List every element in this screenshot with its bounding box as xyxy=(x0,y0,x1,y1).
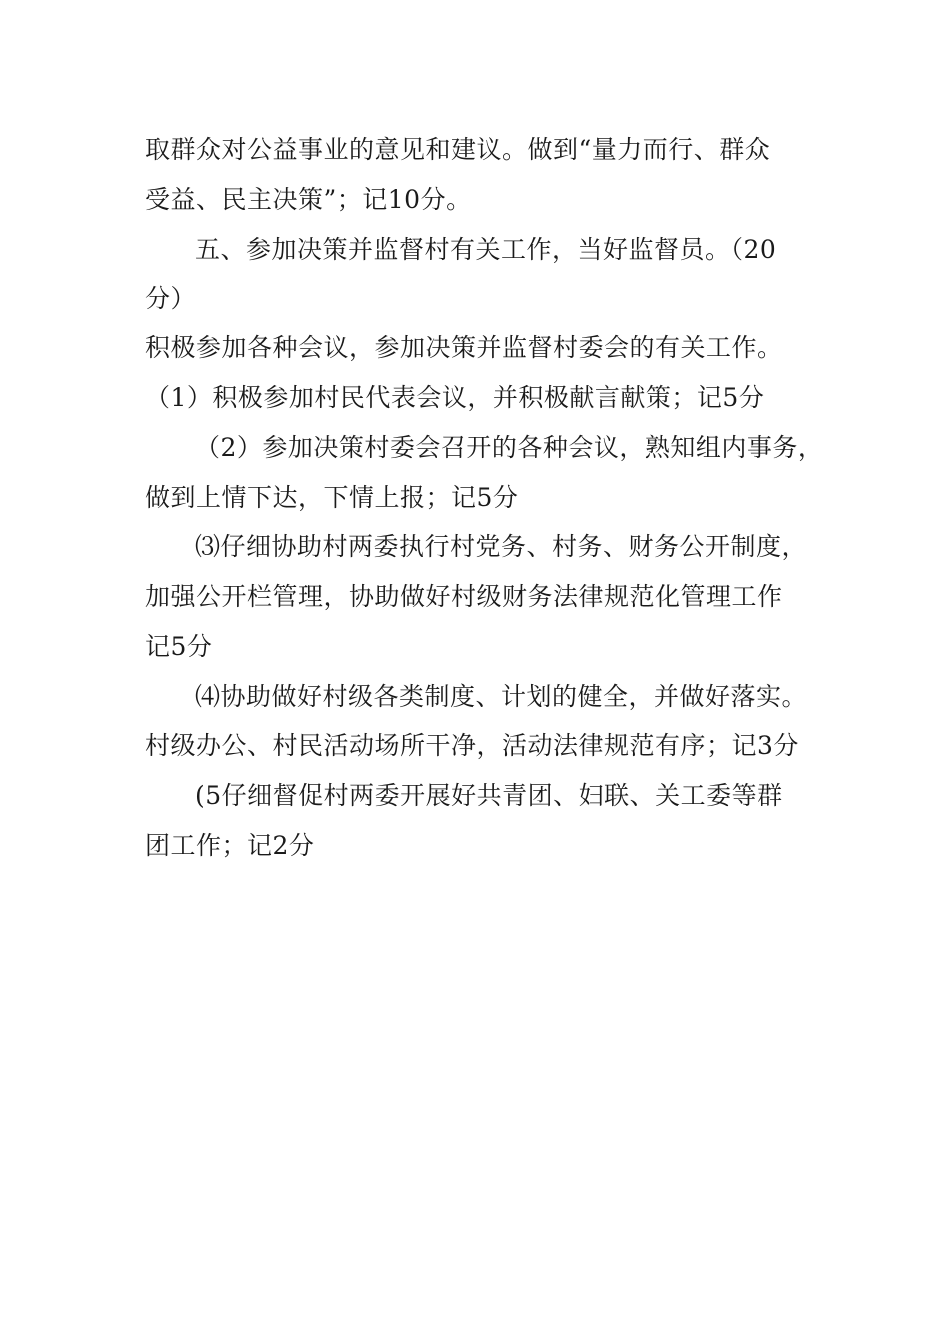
text-line-1: 取群众对公益事业的意见和建议。做到“量力而行、群众 xyxy=(145,135,771,164)
text-line-8: 做到上情下达，下情上报；记5分 xyxy=(145,483,519,512)
section-heading-5: 五、参加决策并监督村有关工作，当好监督员。（20 xyxy=(195,235,777,264)
item-3: ⑶仔细协助村两委执行村党务、村务、财务公开制度， xyxy=(195,532,808,561)
text-line-11: 记5分 xyxy=(145,632,213,661)
item-2: （2）参加决策村委会召开的各种会议，熟知组内事务， xyxy=(195,433,824,462)
text-line-5: 积极参加各种会议，参加决策并监督村委会的有关工作。 xyxy=(145,333,783,362)
text-line-4: 分） xyxy=(145,284,197,313)
text-line-13: 村级办公、村民活动场所干净，活动法律规范有序；记3分 xyxy=(145,731,799,760)
text-line-15: 团工作；记2分 xyxy=(145,831,315,860)
item-1: （1）积极参加村民代表会议，并积极献言献策；记5分 xyxy=(145,383,765,412)
item-5: (5仔细督促村两委开展好共青团、妇联、关工委等群 xyxy=(195,781,783,810)
text-line-10: 加强公开栏管理，协助做好村级财务法律规范化管理工作 xyxy=(145,582,783,611)
item-4: ⑷协助做好村级各类制度、计划的健全，并做好落实。 xyxy=(195,682,808,711)
text-line-2: 受益、民主决策”；记10分。 xyxy=(145,185,472,214)
